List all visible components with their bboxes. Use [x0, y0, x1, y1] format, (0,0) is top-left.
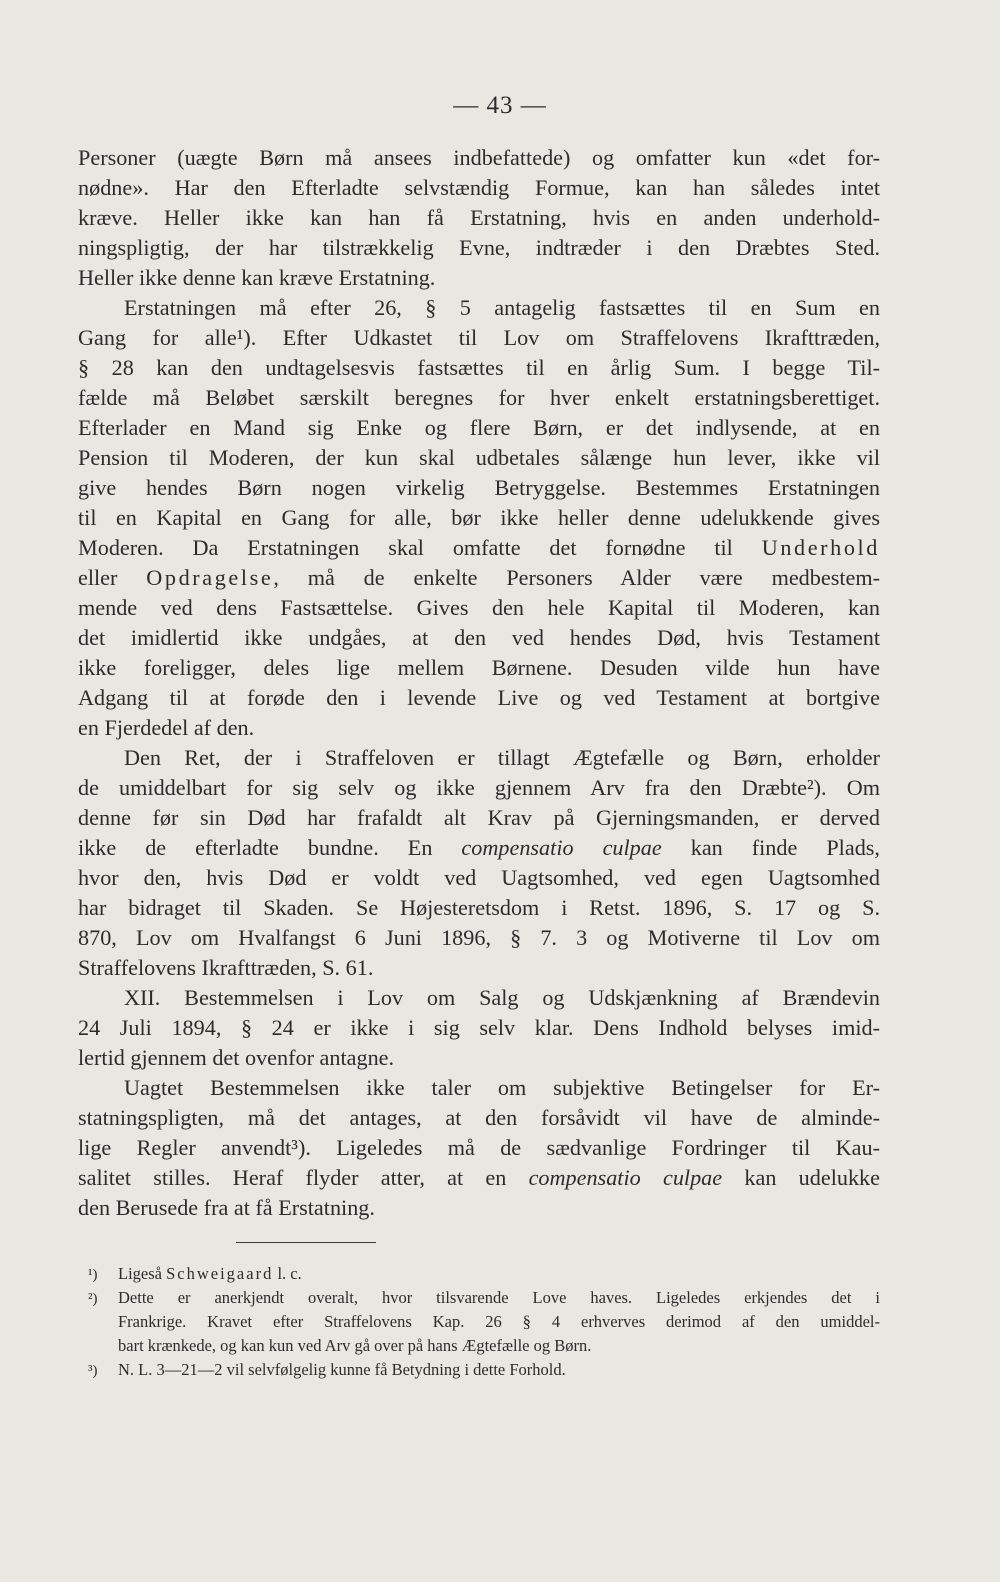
- text-line: ikke foreligger, deles lige mellem Børnene. Desuden vilde hun have: [78, 655, 880, 680]
- italic-text: compensatio culpae: [461, 835, 662, 860]
- text-line: lertid gjennem det ovenfor antagne.: [78, 1045, 395, 1070]
- footnote-text: Dette er anerkjendt overalt, hvor tilsvarende Love haves. Ligeledes erkjendes det i: [118, 1288, 880, 1307]
- text-line: ningspligtig, der har tilstrækkelig Evne, indtræder i den Dræbtes Sted.: [78, 235, 880, 260]
- text-line: denne før sin Død har frafaldt alt Krav på Gjerningsmanden, er derved: [78, 805, 880, 830]
- text-segment: salitet stilles. Heraf flyder atter, at en: [78, 1165, 529, 1190]
- text-line: 870, Lov om Hvalfangst 6 Juni 1896, § 7. 3 og Motiverne til Lov om: [78, 925, 880, 950]
- footnote-mark: ¹): [88, 1267, 98, 1283]
- text-line: Straffelovens Ikrafttræden, S. 61.: [78, 955, 374, 980]
- page-number: — 43 —: [453, 92, 547, 119]
- text-line: Erstatningen må efter 26, § 5 antagelig fastsættes til en Sum en: [124, 295, 880, 320]
- footnote-line: [88, 1262, 880, 1286]
- text-line: Gang for alle¹). Efter Udkastet til Lov om Straffelovens Ikrafttræden,: [78, 325, 880, 350]
- footnote-line: [88, 1286, 880, 1310]
- text-segment: , må de enkelte Personers Alder være medbestem-: [273, 565, 880, 590]
- text-segment: kan udelukke: [722, 1165, 880, 1190]
- footnote-line: [88, 1358, 880, 1382]
- text-line: lige Regler anvendt³). Ligeledes må de sædvanlige Fordringer til Kau-: [78, 1135, 880, 1160]
- text-line: give hendes Børn nogen virkelig Betryggelse. Bestemmes Erstatningen: [78, 475, 880, 500]
- text-line: det imidlertid ikke undgåes, at den ved hendes Død, hvis Testament: [78, 625, 880, 650]
- text-segment: Moderen. Da Erstatningen skal omfatte det fornødne til: [78, 535, 762, 560]
- text-segment: kan finde Plads,: [661, 835, 880, 860]
- text-line: kræve. Heller ikke kan han få Erstatning, hvis en anden underhold-: [78, 205, 880, 230]
- text-line: Efterlader en Mand sig Enke og flere Børn, er det indlysende, at en: [78, 415, 880, 440]
- text-line: 24 Juli 1894, § 24 er ikke i sig selv klar. Dens Indhold belyses imid-: [78, 1015, 880, 1040]
- text-line: Adgang til at forøde den i levende Live og ved Testament at bortgive: [78, 685, 880, 710]
- footnote-line: bart krænkede, og kan kun ved Arv gå over på hans Ægtefælle og Børn.: [118, 1336, 592, 1355]
- text-line: Heller ikke denne kan kræve Erstatning.: [78, 265, 436, 290]
- text-line: nødne». Har den Efterladte selvstændig Formue, kan han således intet: [78, 175, 880, 200]
- text-line: fælde må Beløbet særskilt beregnes for hver enkelt erstatningsberettiget.: [78, 385, 880, 410]
- text-line: den Berusede fra at få Erstatning.: [78, 1195, 375, 1220]
- footnote-mark: ²): [88, 1291, 98, 1307]
- text-line: de umiddelbart for sig selv og ikke gjennem Arv fra den Dræbte²). Om: [78, 775, 880, 800]
- text-line: § 28 kan den undtagelsesvis fastsættes til en årlig Sum. I begge Til-: [78, 355, 880, 380]
- text-line: Pension til Moderen, der kun skal udbetales sålænge hun lever, ikke vil: [78, 445, 880, 470]
- footnote-segment: Ligeså: [118, 1264, 167, 1283]
- text-line: [78, 563, 880, 593]
- footnote-segment: l. c.: [273, 1264, 302, 1283]
- spaced-text: Schweigaard: [166, 1264, 274, 1283]
- text-line: XII. Bestemmelsen i Lov om Salg og Udskjænkning af Brændevin: [124, 985, 880, 1010]
- text-line: til en Kapital en Gang for alle, bør ikke heller denne udelukkende gives: [78, 505, 880, 530]
- text-line: Den Ret, der i Straffeloven er tillagt Ægtefælle og Børn, erholder: [124, 745, 880, 770]
- text-line: [78, 1163, 880, 1193]
- text-segment: eller: [78, 565, 147, 590]
- text-line: [78, 833, 880, 863]
- text-line: mende ved dens Fastsættelse. Gives den hele Kapital til Moderen, kan: [78, 595, 880, 620]
- footnote-line: Frankrige. Kravet efter Straffelovens Kap. 26 § 4 erhverves derimod af den umiddel-: [118, 1312, 880, 1331]
- text-line: Personer (uægte Børn må ansees indbefattede) og omfatter kun «det for-: [78, 145, 880, 170]
- italic-text: compensatio culpae: [528, 1165, 723, 1190]
- text-line: en Fjerdedel af den.: [78, 715, 255, 740]
- text-line: hvor den, hvis Død er voldt ved Uagtsomhed, ved egen Uagtsomhed: [78, 865, 880, 890]
- spaced-text: Underhold: [761, 535, 880, 560]
- body-text: [78, 143, 880, 1223]
- text-line: [78, 533, 880, 563]
- spaced-text: Opdragelse: [146, 565, 274, 590]
- footnote-mark: ³): [88, 1363, 98, 1379]
- text-segment: ikke de efterladte bundne. En: [78, 835, 462, 860]
- footnote-divider: [236, 1242, 376, 1243]
- text-line: Uagtet Bestemmelsen ikke taler om subjektive Betingelser for Er-: [124, 1075, 880, 1100]
- text-line: statningspligten, må det antages, at den forsåvidt vil have de alminde-: [78, 1105, 880, 1130]
- footnotes: [88, 1262, 880, 1382]
- text-line: har bidraget til Skaden. Se Højesteretsdom i Retst. 1896, S. 17 og S.: [78, 895, 880, 920]
- footnote-text: N. L. 3—21—2 vil selvfølgelig kunne få Betydning i dette Forhold.: [118, 1360, 566, 1379]
